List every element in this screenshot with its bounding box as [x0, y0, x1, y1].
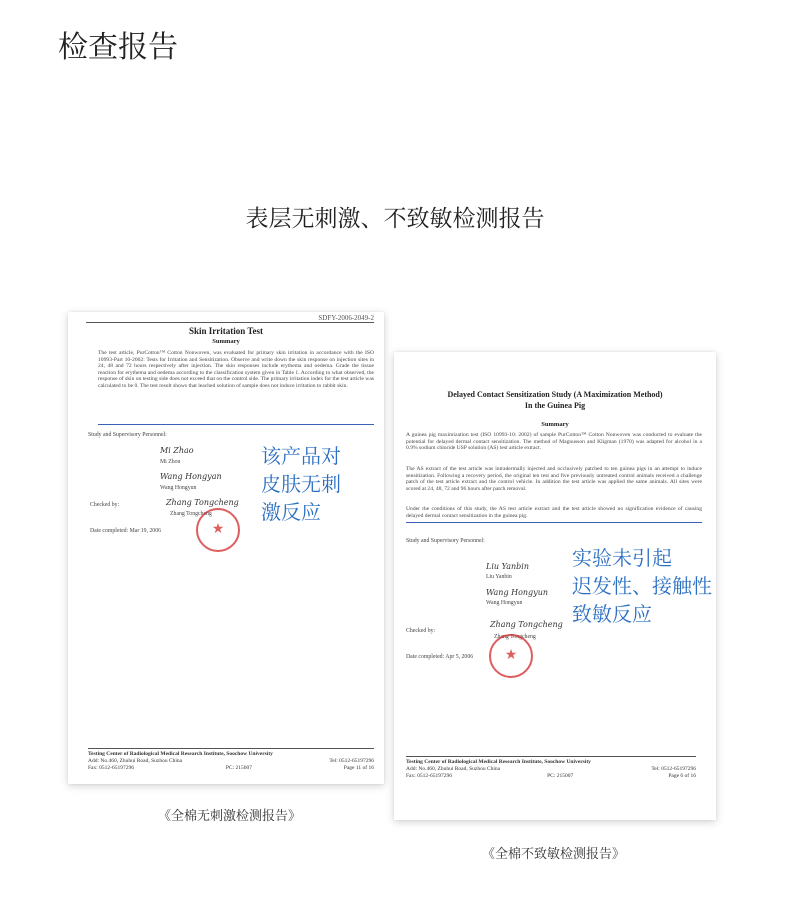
annotation-line: 皮肤无刺 — [261, 472, 341, 496]
annotation-no-sensitization — [572, 544, 712, 628]
footer-address: Add: No.460, Zhuhui Road, Suzhou China — [88, 758, 183, 764]
personnel-label: Study and Supervisory Personnel: — [406, 538, 485, 544]
footer-page-number: Page 6 of 16 — [668, 773, 696, 779]
personnel-name: Liu Yanbin — [486, 574, 512, 580]
signature: Mi Zhao — [160, 446, 194, 455]
caption-irritation-report: 《全棉无刺激检测报告》 — [158, 809, 302, 824]
footer-postcode: PC: 215007 — [547, 773, 574, 779]
checker-name: Zhang Tongcheng — [494, 634, 536, 640]
date-completed: Date completed: Apr 5, 2006 — [406, 654, 474, 660]
header-rule — [86, 322, 374, 323]
report-body-paragraph-1: A guinea pig maximization test (ISO 10993-10: 2002) of sample PurCotton™ Cotton Nonwoven was conducted to evaluate the potential for delayed dermal contact sensitization. The method of Magnusson and Kligman (1970) was adapted for alcohol in a 0.9% sodium chloride USP solution (AS) test article extract. — [406, 432, 702, 452]
report-title: Skin Irritation Test — [188, 326, 264, 336]
date-completed: Date completed: Mar 19, 2006 — [90, 528, 161, 534]
report-footer — [88, 748, 374, 771]
footer-fax: Fax: 0512-65197296 — [406, 773, 452, 779]
report-body-paragraph-2: The AS extract of the test article was intradermally injected and occlusively patched to ten guinea pigs in an attempt to induce sensitization. Following a recovery period, the original ten test and five previously untreated control animals received a challenge patch of the test article extract and the control vehicle. In addition the test article was applied the same animals. All sites were scored at 24, 48, 72 and 96 hours after patch removal. — [406, 466, 702, 492]
annotation-line: 致敏反应 — [572, 602, 652, 626]
red-seal-stamp: ★ — [196, 508, 240, 552]
skin-irritation-report-image — [68, 312, 384, 784]
report-summary-heading: Summary — [212, 338, 240, 345]
report-reference-number: SDFY-2006-2049-2 — [318, 314, 374, 322]
personnel-name: Wang Hongyun — [486, 600, 523, 606]
caption-sensitization-report: 《全棉不致敏检测报告》 — [482, 847, 626, 862]
checker-name: Zhang Tongcheng — [170, 511, 212, 517]
annotation-line: 该产品对 — [261, 444, 341, 468]
personnel-name: Wang Hongyun — [160, 485, 197, 491]
annotation-no-irritation — [261, 442, 341, 526]
report-body-text: The test article, PurCotton™ Cotton Nonwoven, was evaluated for primary skin irritation in accordance with the ISO 10993-Part 10-2002: Tests for Irritation and Sensitization. Observe and write down the skin response on injection sites in 24, 48 and 72 hours respectively after injection. The skin responses include erythema and oedema. Grade the tissue reaction for erythema and oedema according to the classification system given in Table 1. According to what observed, the response of skin on testing side does not exceed that on the control side. The primary irritation index for the test article was calculated to be 0. The test result shows that leached solution of sample does not induce irritation to rabbit skin. — [98, 350, 374, 389]
signature: Wang Hongyun — [486, 588, 549, 597]
personnel-name: Mi Zhou — [160, 459, 181, 465]
footer-tel: Tel: 0512-65197296 — [651, 766, 696, 772]
report-title-line2: In the Guinea Pig — [524, 401, 586, 410]
report-body-paragraph-3: Under the conditions of this study, the AS test article extract and the test article showed no signification evidence of causing delayed dermal contact sensitization in the guinea pig. — [406, 506, 702, 519]
signature: Liu Yanbin — [486, 562, 529, 571]
signature: Zhang Tongcheng — [166, 498, 239, 507]
highlight-underline — [406, 522, 702, 523]
report-summary-heading: Summary — [541, 421, 569, 428]
checked-by-label: Checked by: — [90, 502, 120, 508]
footer-fax: Fax: 0512-65197296 — [88, 765, 134, 771]
footer-page-number: Page 11 of 16 — [343, 765, 374, 771]
page-title: 检查报告 — [58, 30, 178, 65]
annotation-line: 迟发性、接触性 — [572, 574, 712, 598]
institute-name: Testing Center of Radiological Medical Research Institute, Soochow University — [406, 756, 696, 765]
signature: Wang Hongyan — [160, 472, 222, 481]
report-footer — [406, 756, 696, 779]
signature: Zhang Tongcheng — [490, 620, 563, 629]
report-title: Delayed Contact Sensitization Study (A Maximization Method) — [447, 390, 663, 399]
highlight-underline — [98, 424, 374, 425]
annotation-line: 实验未引起 — [572, 546, 672, 570]
institute-name: Testing Center of Radiological Medical Research Institute, Soochow University — [88, 748, 374, 757]
personnel-label: Study and Supervisory Personnel: — [88, 432, 167, 438]
footer-postcode: PC: 215007 — [225, 765, 252, 771]
red-seal-stamp: ★ — [489, 634, 533, 678]
annotation-line: 激反应 — [261, 500, 321, 524]
section-subtitle: 表层无刺激、不致敏检测报告 — [245, 206, 545, 232]
checked-by-label: Checked by: — [406, 628, 436, 634]
footer-address: Add: No.460, Zhuhui Road, Suzhou China — [406, 766, 501, 772]
footer-tel: Tel: 0512-65197296 — [329, 758, 374, 764]
